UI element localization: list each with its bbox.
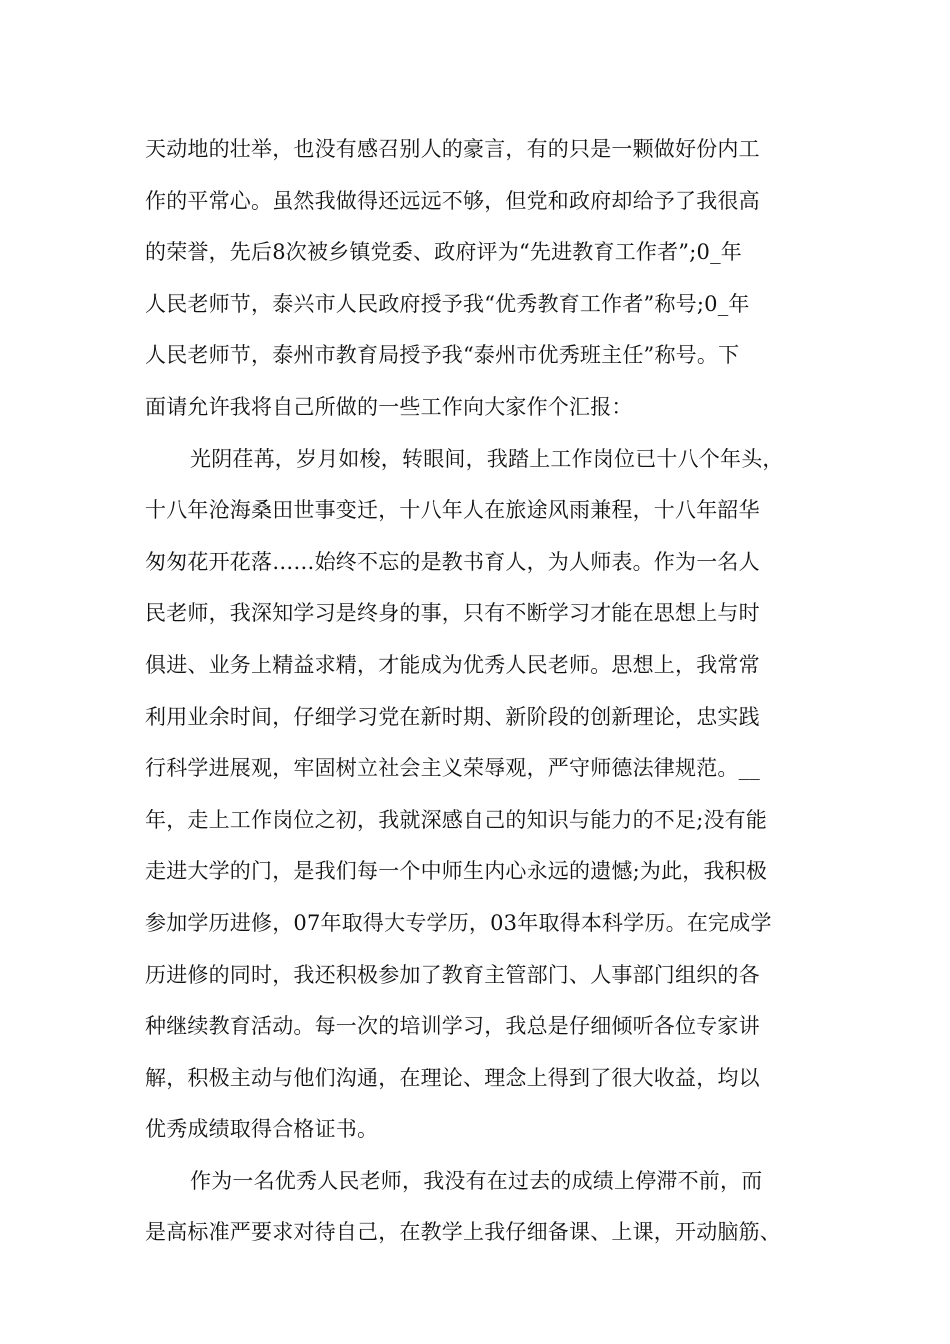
- paragraph-start-line: 光阴荏苒，岁月如梭，转眼间，我踏上工作岗位已十八个年头，: [190, 446, 784, 471]
- text-line: 面请允许我将自己所做的一些工作向大家作个汇报：: [145, 394, 633, 419]
- text-line: 匆匆花开花落……始终不忘的是教书育人，为人师表。作为一名人: [145, 549, 760, 574]
- text-line: 年，走上工作岗位之初，我就深感自己的知识与能力的不足;没有能: [145, 807, 768, 832]
- document-body: [145, 124, 825, 1259]
- text-line: 解，积极主动与他们沟通，在理论、理念上得到了很大收益，均以: [145, 1065, 760, 1090]
- text-line: 十八年沧海桑田世事变迁，十八年人在旅途风雨兼程，十八年韶华: [145, 498, 760, 523]
- text-line: 历进修的同时，我还积极参加了教育主管部门、人事部门组织的各: [145, 962, 760, 987]
- text-line: 行科学进展观，牢固树立社会主义荣辱观，严守师德法律规范。__: [145, 756, 760, 781]
- text-line: 优秀成绩取得合格证书。: [145, 1117, 379, 1142]
- text-line: 民老师，我深知学习是终身的事，只有不断学习才能在思想上与时: [145, 601, 760, 626]
- text-line: 的荣誉，先后8次被乡镇党委、政府评为“先进教育工作者”;0_年: [145, 240, 742, 265]
- text-line: 作的平常心。虽然我做得还远远不够，但党和政府却给予了我很高: [145, 188, 760, 213]
- paragraph-start-line: 作为一名优秀人民老师，我没有在过去的成绩上停滞不前，而: [190, 1168, 763, 1193]
- text-line: 走进大学的门，是我们每一个中师生内心永远的遗憾;为此，我积极: [145, 859, 768, 884]
- text-line: 俱进、业务上精益求精，才能成为优秀人民老师。思想上，我常常: [145, 652, 760, 677]
- text-line: 天动地的壮举，也没有感召别人的豪言，有的只是一颗做好份内工: [145, 137, 760, 161]
- text-line: 是高标准严要求对待自己，在教学上我仔细备课、上课，开动脑筋、: [145, 1220, 781, 1245]
- text-line: 人民老师节，泰兴市人民政府授予我“优秀教育工作者”称号;0_年: [145, 291, 750, 316]
- text-line: 参加学历进修，07年取得大专学历，03年取得本科学历。在完成学: [145, 910, 772, 935]
- text-line: 人民老师节，泰州市教育局授予我“泰州市优秀班主任”称号。下: [145, 343, 740, 368]
- text-line: 种继续教育活动。每一次的培训学习，我总是仔细倾听各位专家讲: [145, 1014, 760, 1039]
- text-line: 利用业余时间，仔细学习党在新时期、新阶段的创新理论，忠实践: [145, 704, 760, 729]
